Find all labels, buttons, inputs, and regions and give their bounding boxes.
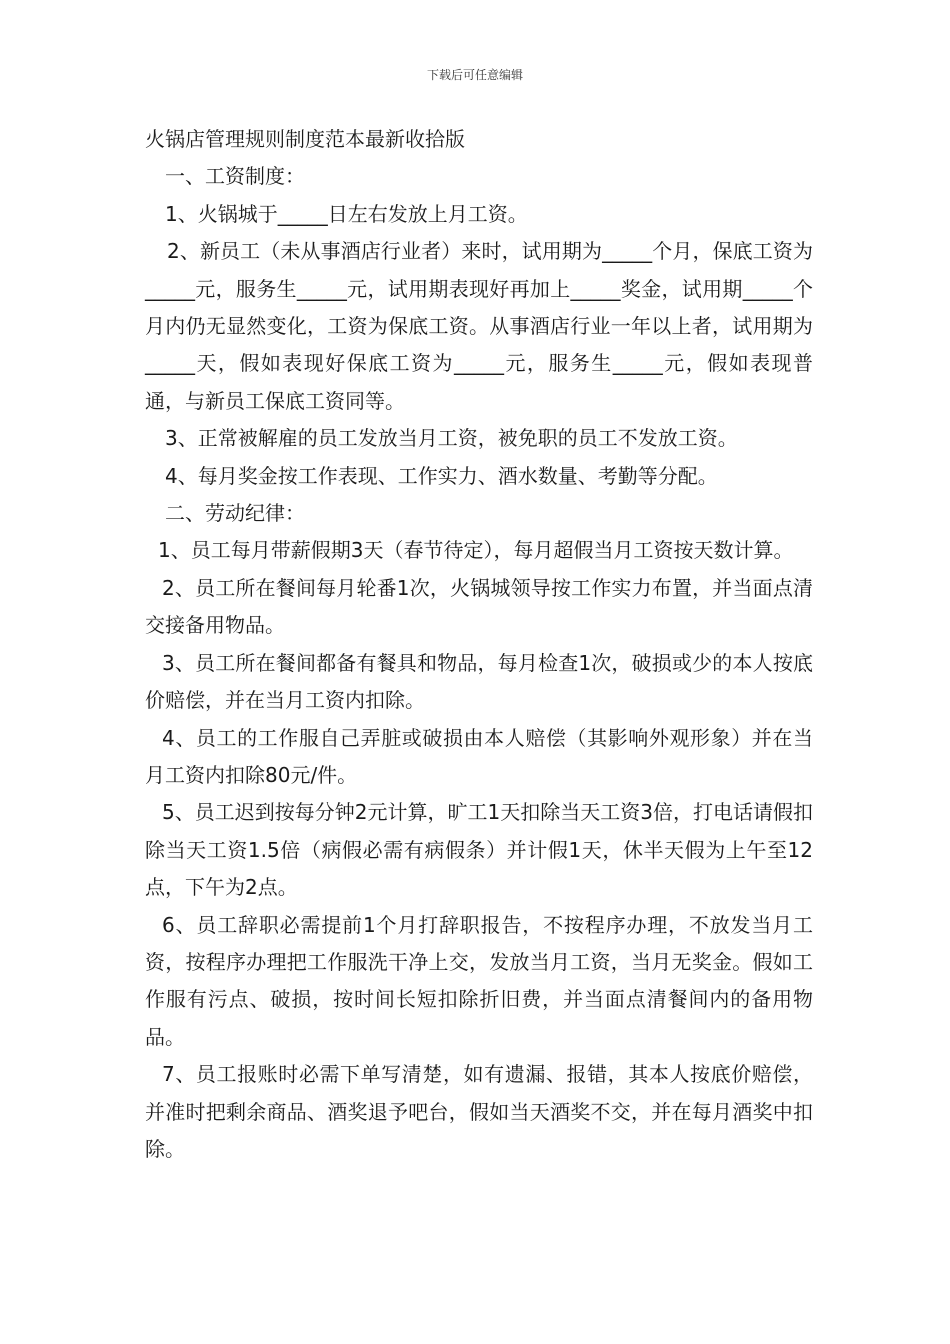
document-body bbox=[145, 121, 813, 1168]
header-note: 下载后可任意编辑 bbox=[426, 68, 523, 82]
paragraph-wage-4: 4、每月奖金按工作表现、工作实力、酒水数量、考勤等分配。 bbox=[165, 463, 718, 488]
paragraph-wage-1: 1、火锅城于_____日左右发放上月工资。 bbox=[165, 201, 528, 226]
section-heading-wage: 一、工资制度： bbox=[165, 164, 305, 189]
document-title: 火锅店管理规则制度范本最新收拾版 bbox=[145, 127, 465, 151]
paragraph-discipline-6: 6、员工辞职必需提前1个月打辞职报告，不按程序办理，不放发当月工资，按程序办理把工作服洗干净上交，发放当月工资，当月无奖金。假如工作服有污点、破损，按时间长短扣除折旧费，并当面点清餐间内的备用物品。 bbox=[145, 912, 813, 1049]
paragraph-discipline-4: 4、员工的工作服自己弄脏或破损由本人赔偿（其影响外观形象）并在当月工资内扣除80元/件。 bbox=[145, 725, 813, 787]
paragraph-wage-3: 3、正常被解雇的员工发放当月工资，被免职的员工不发放工资。 bbox=[165, 426, 738, 451]
paragraph-discipline-7: 7、员工报账时必需下单写清楚，如有遗漏、报错，其本人按底价赔偿，并准时把剩余商品、酒奖退予吧台，假如当天酒奖不交，并在每月酒奖中扣除。 bbox=[145, 1062, 813, 1161]
paragraph-wage-2: 2、新员工（未从事酒店行业者）来时，试用期为_____个月，保底工资为_____元，服务生_____元，试用期表现好再加上_____奖金，试用期_____个月内仍无显然变化，工资为保底工资。从事酒店行业一年以上者，试用期为_____天，假如表现好保底工资为_____元，服务生_____元，假如表现普通，与新员工保底工资同等。 bbox=[145, 239, 813, 413]
paragraph-discipline-5: 5、员工迟到按每分钟2元计算，旷工1天扣除当天工资3倍，打电话请假扣除当天工资1.5倍（病假必需有病假条）并计假1天，休半天假为上午至12点，下午为2点。 bbox=[145, 800, 813, 900]
paragraph-discipline-1: 1、员工每月带薪假期3天（春节待定），每月超假当月工资按天数计算。 bbox=[158, 538, 794, 563]
paragraph-discipline-3: 3、员工所在餐间都备有餐具和物品，每月检查1次，破损或少的本人按底价赔偿，并在当月工资内扣除。 bbox=[145, 650, 813, 713]
section-heading-discipline: 二、劳动纪律： bbox=[165, 501, 305, 526]
paragraph-discipline-2: 2、员工所在餐间每月轮番1次，火锅城领导按工作实力布置，并当面点清交接备用物品。 bbox=[145, 575, 813, 638]
